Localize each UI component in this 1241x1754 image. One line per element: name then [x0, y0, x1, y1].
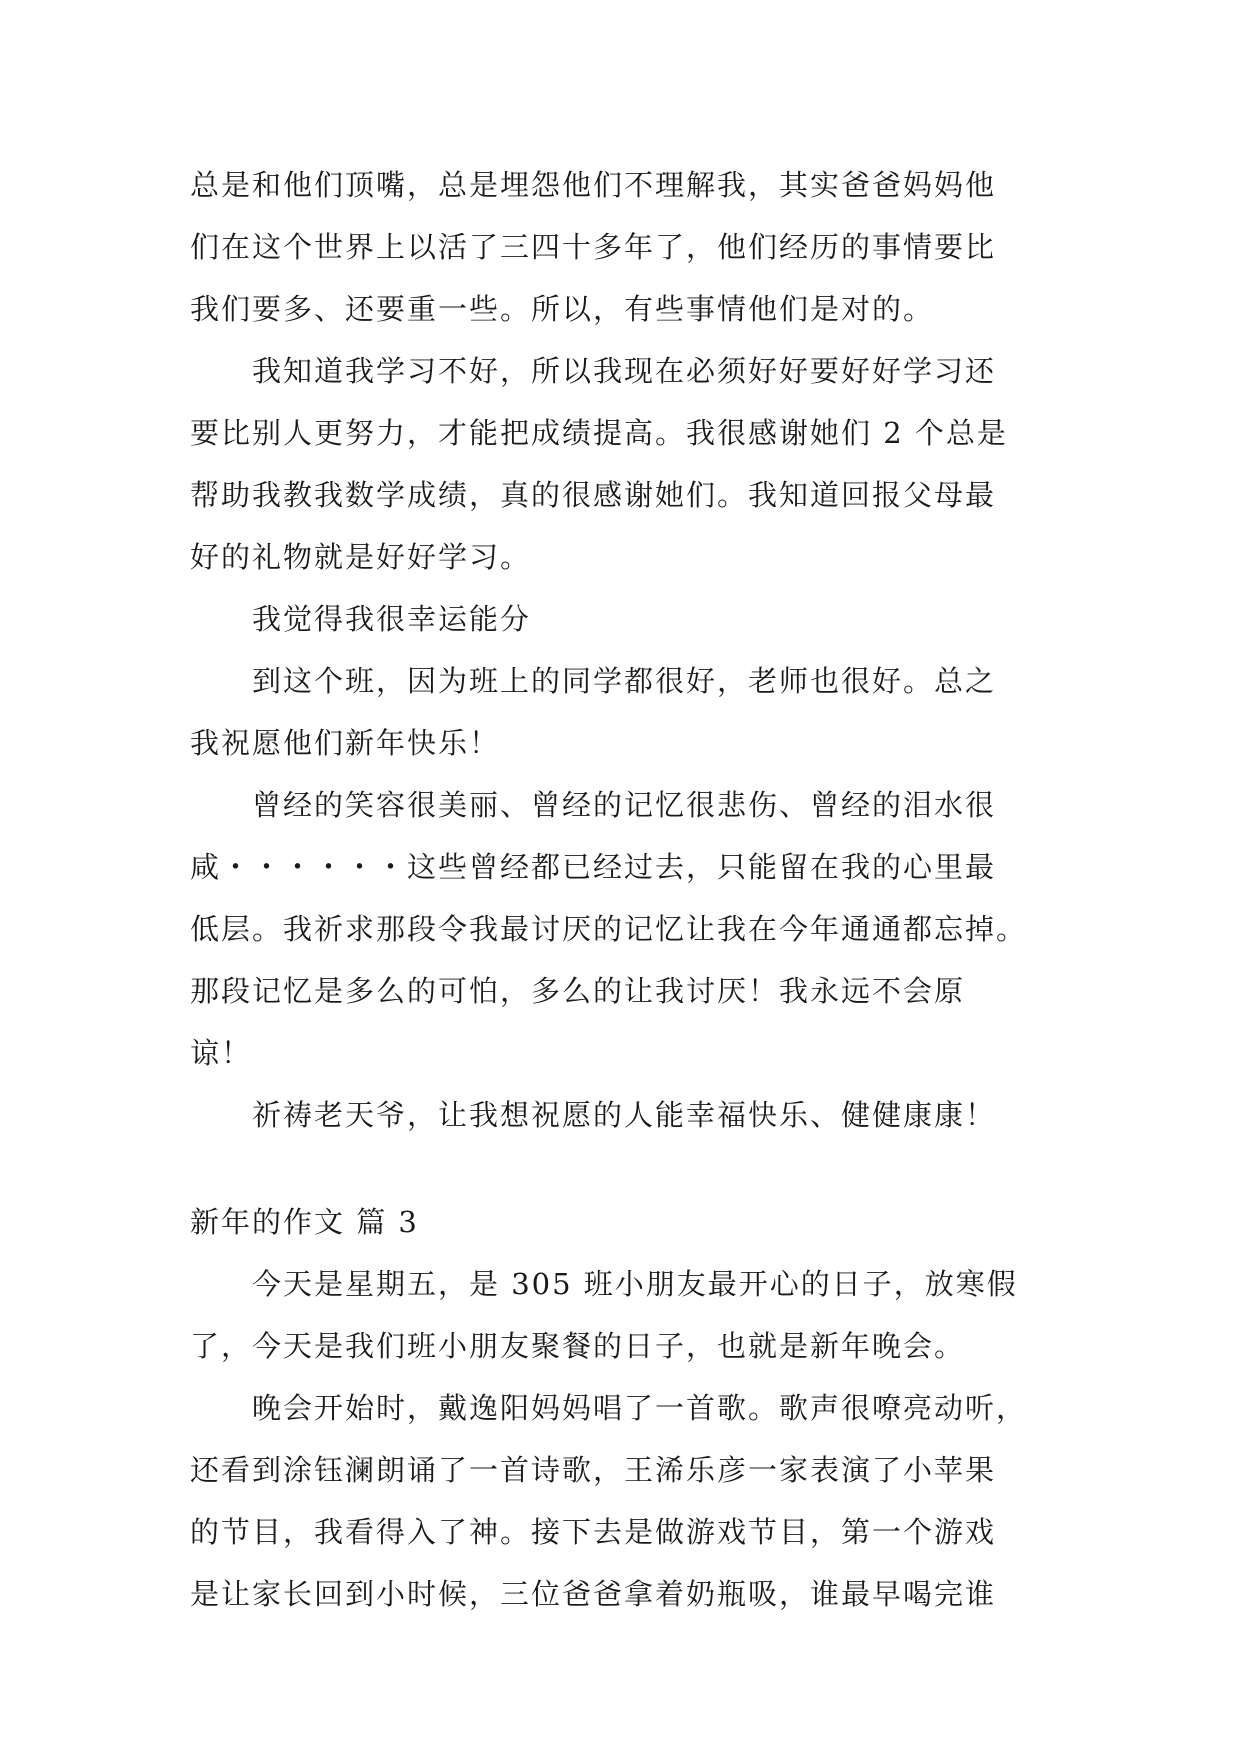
text-line: 帮助我教我数学成绩，真的很感谢她们。我知道回报父母最 — [190, 478, 997, 512]
text-line: 低层。我祈求那段令我最讨厌的记忆让我在今年通通都忘掉。 — [190, 912, 1028, 946]
paragraph-first-line: 我觉得我很幸运能分 — [252, 602, 532, 636]
text-line: 要比别人更努力，才能把成绩提高。我很感谢她们 2 个总是 — [190, 416, 1008, 450]
text-line: 了，今天是我们班小朋友聚餐的日子，也就是新年晚会。 — [190, 1329, 966, 1363]
paragraph-first-line: 我知道我学习不好，所以我现在必须好好要好好学习还 — [252, 354, 997, 388]
text-line: 是让家长回到小时候，三位爸爸拿着奶瓶吸，谁最早喝完谁 — [190, 1577, 997, 1611]
text-line: 咸・・・・・・这些曾经都已经过去，只能留在我的心里最 — [190, 850, 997, 884]
section-title: 新年的作文 篇 3 — [190, 1205, 419, 1239]
text-line: 还看到涂钰澜朗诵了一首诗歌，王浠乐彦一家表演了小苹果 — [190, 1453, 997, 1487]
text-line: 好的礼物就是好好学习。 — [190, 540, 532, 574]
paragraph-first-line: 祈祷老天爷，让我想祝愿的人能幸福快乐、健健康康！ — [252, 1098, 997, 1132]
text-line: 的节目，我看得入了神。接下去是做游戏节目，第一个游戏 — [190, 1515, 997, 1549]
paragraph-first-line: 曾经的笑容很美丽、曾经的记忆很悲伤、曾经的泪水很 — [252, 788, 997, 822]
paragraph-first-line: 到这个班，因为班上的同学都很好，老师也很好。总之 — [252, 664, 997, 698]
text-line: 们在这个世界上以活了三四十多年了，他们经历的事情要比 — [190, 230, 997, 264]
text-line: 我祝愿他们新年快乐！ — [190, 726, 501, 760]
text-line: 那段记忆是多么的可怕，多么的让我讨厌！我永远不会原 — [190, 974, 966, 1008]
text-line: 总是和他们顶嘴，总是埋怨他们不理解我，其实爸爸妈妈他 — [190, 168, 997, 202]
text-line: 谅！ — [190, 1036, 253, 1070]
paragraph-first-line: 晚会开始时，戴逸阳妈妈唱了一首歌。歌声很嘹亮动听， — [252, 1391, 1028, 1425]
paragraph-first-line: 今天是星期五，是 305 班小朋友最开心的日子，放寒假 — [252, 1267, 1018, 1301]
text-line: 我们要多、还要重一些。所以，有些事情他们是对的。 — [190, 292, 935, 326]
